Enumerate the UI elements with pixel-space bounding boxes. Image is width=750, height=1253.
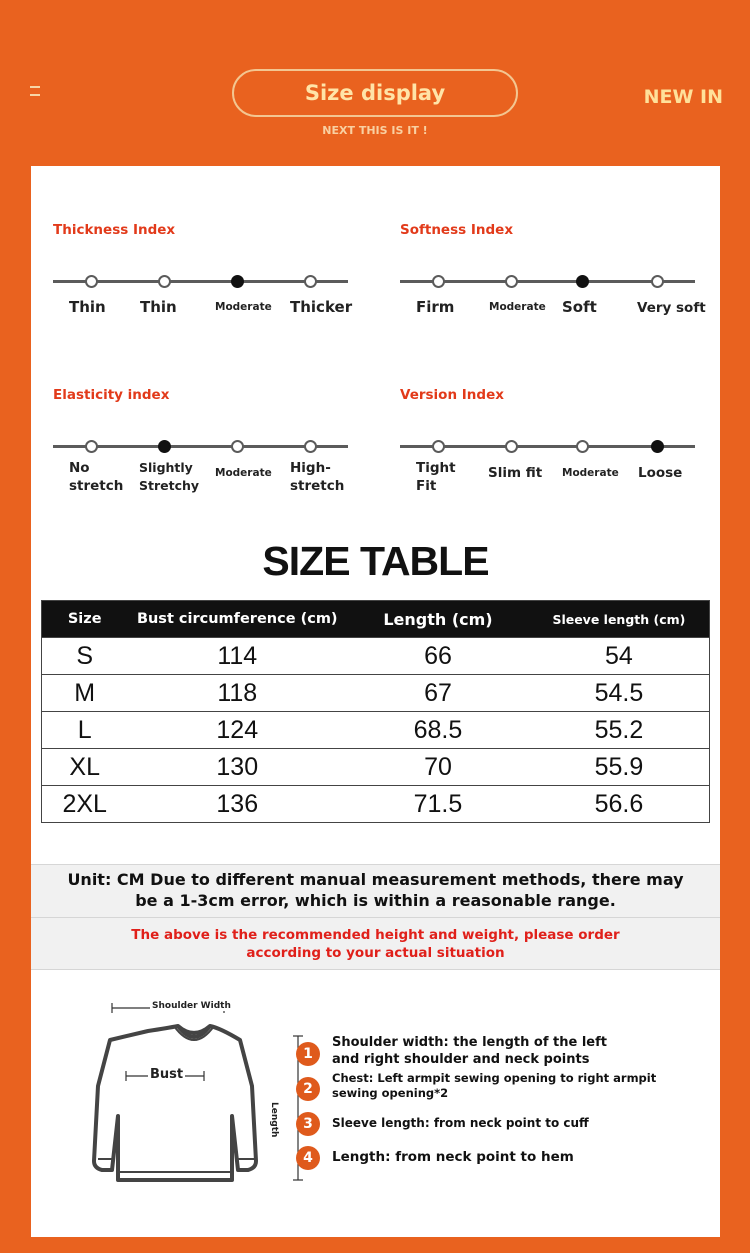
- table-cell: 136: [127, 786, 347, 823]
- index-dot-selected: [158, 440, 171, 453]
- table-header-row: [42, 601, 710, 638]
- shoulder-width-label: Shoulder Width: [152, 1001, 231, 1011]
- index-option: High- stretch: [290, 460, 345, 494]
- index-option: Very soft: [637, 300, 706, 316]
- table-cell: M: [42, 675, 128, 712]
- measurement-text: Length: from neck point to hem: [332, 1149, 574, 1165]
- index-option: Slim fit: [488, 465, 543, 481]
- index-option: Firm: [416, 298, 455, 316]
- size-table: [41, 600, 710, 823]
- index-title: Softness Index: [400, 222, 514, 238]
- index-option: Moderate: [489, 301, 546, 313]
- softness-index: [400, 222, 710, 332]
- index-option: No stretch: [69, 460, 124, 494]
- table-row: [42, 675, 710, 712]
- index-option: Moderate: [562, 467, 619, 479]
- number-badge: 1: [296, 1042, 320, 1066]
- index-dot-selected: [576, 275, 589, 288]
- page-title: Size display: [232, 69, 518, 117]
- version-index: [400, 387, 710, 497]
- table-cell: 2XL: [42, 786, 128, 823]
- table-cell: L: [42, 712, 128, 749]
- sweater-icon: [76, 996, 316, 1196]
- column-header: Bust circumference (cm): [127, 601, 347, 638]
- index-dot: [231, 440, 244, 453]
- index-title: Version Index: [400, 387, 504, 403]
- index-dot: [576, 440, 589, 453]
- size-card: [31, 166, 720, 1237]
- table-cell: 118: [127, 675, 347, 712]
- menu-icon[interactable]: [30, 86, 40, 98]
- column-header: Sleeve length (cm): [529, 601, 710, 638]
- measurement-text: Sleeve length: from neck point to cuff: [332, 1116, 589, 1130]
- table-cell: 130: [127, 749, 347, 786]
- index-option: Tight Fit: [416, 460, 456, 494]
- number-badge: 3: [296, 1112, 320, 1136]
- table-cell: 55.9: [529, 749, 710, 786]
- table-cell: 114: [127, 638, 347, 675]
- unit-note-line: be a 1-3cm error, which is within a reasonable range.: [135, 891, 616, 910]
- table-row: [42, 786, 710, 823]
- table-cell: 68.5: [347, 712, 529, 749]
- new-in-badge: NEW IN: [643, 86, 723, 108]
- table-row: [42, 638, 710, 675]
- table-row: [42, 749, 710, 786]
- index-dot: [432, 275, 445, 288]
- index-option: Moderate: [215, 467, 272, 479]
- index-dot-selected: [231, 275, 244, 288]
- table-cell: 54.5: [529, 675, 710, 712]
- index-option: Slightly Stretchy: [139, 460, 200, 493]
- elasticity-index: [53, 387, 363, 497]
- table-cell: 54: [529, 638, 710, 675]
- index-option: Moderate: [215, 301, 272, 313]
- index-dot: [304, 440, 317, 453]
- sweater-diagram: [76, 996, 316, 1196]
- measurement-line: Chest: Left armpit sewing opening to right armpit: [332, 1071, 657, 1085]
- measurement-text: [332, 1071, 656, 1101]
- index-dot: [651, 275, 664, 288]
- index-option: Thin: [140, 298, 177, 316]
- index-dot: [304, 275, 317, 288]
- measurement-text: [332, 1034, 607, 1068]
- column-header: Size: [42, 601, 128, 638]
- table-cell: 55.2: [529, 712, 710, 749]
- length-label: Length: [269, 1102, 279, 1138]
- index-dot: [85, 440, 98, 453]
- index-option: Loose: [638, 465, 683, 481]
- index-dot: [505, 275, 518, 288]
- table-cell: 66: [347, 638, 529, 675]
- table-cell: 67: [347, 675, 529, 712]
- bust-label: Bust: [150, 1067, 184, 1082]
- measurement-line: and right shoulder and neck points: [332, 1052, 590, 1067]
- size-table-title: SIZE TABLE: [262, 538, 489, 584]
- recommendation-note-line: according to your actual situation: [246, 945, 505, 961]
- index-dot-selected: [651, 440, 664, 453]
- unit-note: [31, 864, 720, 918]
- number-badge: 2: [296, 1077, 320, 1101]
- index-dot: [505, 440, 518, 453]
- index-option: Soft: [562, 298, 597, 316]
- unit-note-line: Unit: CM Due to different manual measurement methods, there may: [67, 870, 684, 889]
- index-option: Thicker: [290, 298, 353, 316]
- index-title: Thickness Index: [53, 222, 176, 238]
- table-cell: S: [42, 638, 128, 675]
- table-cell: 124: [127, 712, 347, 749]
- measurement-line: Shoulder width: the length of the left: [332, 1035, 607, 1050]
- index-dot: [158, 275, 171, 288]
- recommendation-note-line: The above is the recommended height and weight, please order: [131, 927, 620, 943]
- recommendation-note: [31, 918, 720, 970]
- column-header: Length (cm): [347, 601, 529, 638]
- table-cell: 70: [347, 749, 529, 786]
- index-dot: [432, 440, 445, 453]
- index-dot: [85, 275, 98, 288]
- thickness-index: [53, 222, 363, 332]
- index-option: Thin: [69, 298, 106, 316]
- number-badge: 4: [296, 1146, 320, 1170]
- page-subtitle: NEXT THIS IS IT !: [322, 124, 428, 137]
- table-cell: XL: [42, 749, 128, 786]
- table-row: [42, 712, 710, 749]
- index-title: Elasticity index: [53, 387, 170, 403]
- table-cell: 71.5: [347, 786, 529, 823]
- table-cell: 56.6: [529, 786, 710, 823]
- measurement-line: sewing opening*2: [332, 1086, 449, 1100]
